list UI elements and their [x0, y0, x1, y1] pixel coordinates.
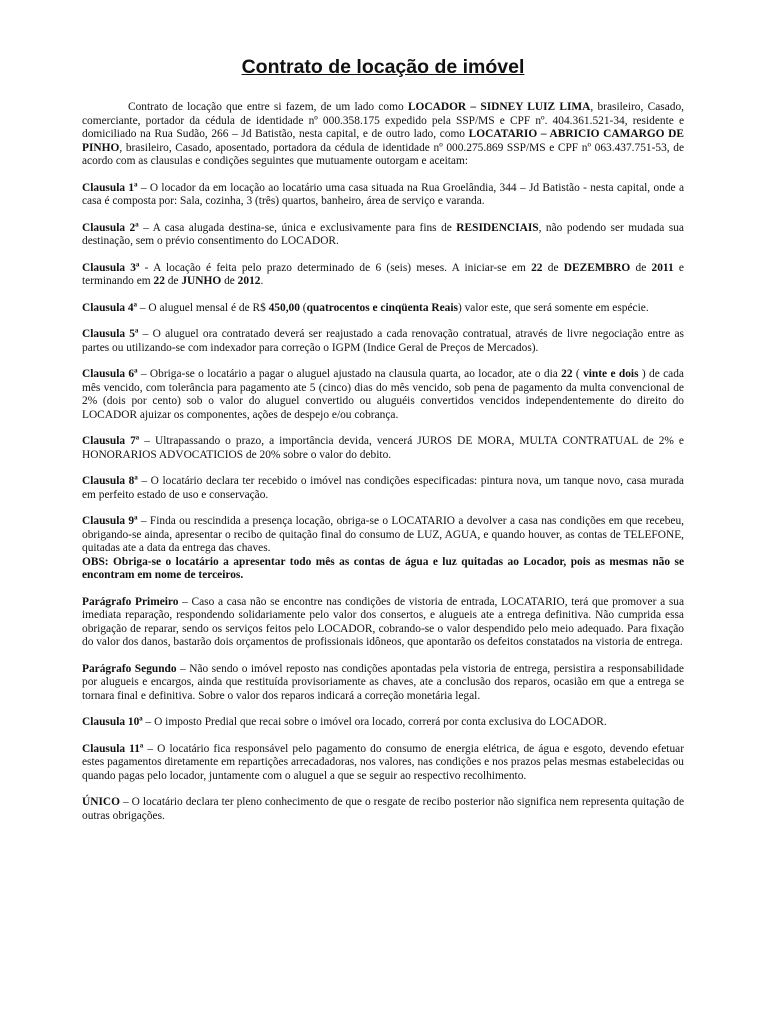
bold-text: LOCADOR – SIDNEY LUIZ LIMA	[407, 101, 591, 113]
paragraph-paragrafo-primeiro	[82, 596, 684, 650]
bold-text: vinte e dois	[583, 368, 639, 380]
text-run: - A locação é feita pelo prazo determinado de 6 (seis) meses. A iniciar-se em	[139, 261, 532, 274]
paragraph-clausula-7	[82, 435, 684, 462]
paragraph-clausula-9	[82, 515, 684, 556]
text-run: – Finda ou rescindida a presença locação, obriga-se o LOCATARIO a devolver a casa nas condições em que recebeu, obrigando-se ainda, apresentar o recibo de quitação final do consumo de LUZ, AGUA, e quando houver, as contas de TELEFONE, quitadas ate a data da entrega das chaves.	[82, 515, 684, 554]
text-run: – A casa alugada destina-se, única e exclusivamente para fins de	[138, 221, 457, 234]
text-run: , brasileiro, Casado, aposentado, portadora da cédula de identidade nº 000.275.869 SSP/MS e CPF nº 063.437.751-53, de acordo com as clausulas e condições seguintes que mutuamente outorgam e aceitam:	[82, 141, 684, 167]
text-run: , brasileiro, Casado, comerciante, portador da cédula de identidade nº 000.358.175 expedido pela SSP/MS e CPF nº. 404.361.521-34, residente e domiciliado na Rua Sudão, 266 – Jd Batistão, nesta capital, e de outro lado, como	[82, 101, 684, 140]
paragraph-clausula-3	[82, 262, 684, 289]
bold-text: Clausula 10ª	[82, 716, 143, 728]
paragraph-intro	[82, 101, 684, 169]
bold-text: OBS: Obriga-se o locatário a apresentar todo mês as contas de água e luz quitadas ao Locador, pois as mesmas não se encontram em nome de terceiros.	[82, 555, 684, 581]
bold-text: Clausula 7ª	[82, 435, 140, 447]
bold-text: 22	[561, 368, 573, 380]
text-run: – Não sendo o imóvel reposto nas condições apontadas pela vistoria de entrega, persistira a responsabilidade por alugueis e encargos, ainda que restituída provisoriamente as chaves, ate a conclusão dos reparos, ocasião em que a entrega se tornara final e definitiva. Sobre o valor dos reparos indicará a correção monetária legal.	[82, 662, 684, 702]
bold-text: quatrocentos e cinqüenta Reais	[306, 301, 458, 314]
bold-text: 2012	[237, 275, 261, 287]
bold-text: Clausula 6ª	[82, 368, 138, 380]
bold-text: 22	[153, 275, 165, 287]
bold-text: RESIDENCIAIS	[456, 221, 539, 234]
bold-text: Parágrafo Primeiro	[82, 595, 179, 608]
paragraph-clausula-8	[82, 475, 684, 502]
text-run: (	[572, 368, 584, 380]
document-title: Contrato de locação de imóvel	[241, 56, 525, 78]
bold-text: JUNHO	[181, 275, 222, 287]
text-run: – O aluguel mensal é de R$	[137, 301, 269, 314]
paragraph-clausula-4	[82, 302, 684, 316]
paragraph-paragrafo-segundo	[82, 663, 684, 704]
text-run: – O locatário declara ter recebido o imóvel nas condições especificadas: pintura nova, um tanque novo, casa murada em perfeito estado de uso e conservação.	[82, 475, 684, 501]
text-run: – Ultrapassando o prazo, a importância devida, vencerá JUROS DE MORA, MULTA CONTRATUAL de 2% e HONORARIOS ADVOCATICIOS de 20% sobre o valor do debito.	[82, 435, 684, 461]
text-run: – O imposto Predial que recai sobre o imóvel ora locado, correrá por conta exclusiva do LOCADOR.	[142, 716, 607, 728]
bold-text: ÚNICO	[82, 796, 120, 808]
bold-text: Parágrafo Segundo	[82, 662, 177, 675]
text-run: de	[630, 261, 652, 274]
bold-text: Clausula 2ª	[82, 221, 139, 234]
text-run: e terminando em	[82, 261, 684, 287]
paragraph-clausula-6	[82, 368, 684, 422]
text-run: – O locatário declara ter pleno conhecimento de que o resgate de recibo posterior não significa nem representa quitação de outras obrigações.	[82, 796, 684, 822]
bold-text: Clausula 4ª	[82, 301, 138, 314]
text-run: ) valor este, que será somente em espécie.	[457, 301, 649, 314]
text-run: – O locador da em locação ao locatário uma casa situada na Rua Groelândia, 344 – Jd Batistão - nesta capital, onde a casa é composta por: Sala, cozinha, 3 (três) quartos, banheiro, área de serviço e varanda.	[82, 181, 684, 207]
bold-text: 450,00	[268, 301, 300, 314]
paragraph-clausula-10	[82, 716, 684, 730]
text-run: , não podendo ser mudada sua destinação, sem o prévio consentimento do LOCADOR.	[82, 221, 684, 247]
contract-body	[82, 101, 684, 823]
text-run: – Obriga-se o locatário a pagar o aluguel ajustado na clausula quarta, ao locador, ate o dia	[137, 368, 562, 380]
bold-text: Clausula 9ª	[82, 515, 138, 527]
paragraph-clausula-11	[82, 743, 684, 784]
paragraph-obs	[82, 556, 684, 583]
bold-text: DEZEMBRO	[563, 261, 631, 274]
text-run: – Caso a casa não se encontre nas condições de vistoria de entrada, LOCATARIO, terá que promover a sua imediata reparação, respondendo solidariamente pelo valor dos consertos, e alugueis ate a entrega definitiva. Não cumprida essa obrigação de reparar, sendo os serviços feitos pelo LOCADOR, cobrando-se o valor despendido pelo meio adequado. Para fixação do valor dos danos, bastarão dois orçamentos de profissionais idôneos, que apontarão os defeitos constatados na vistoria de entrega.	[82, 595, 684, 648]
text-run: de	[164, 275, 182, 287]
bold-text: Clausula 8ª	[82, 475, 138, 487]
bold-text: Clausula 5ª	[82, 328, 139, 340]
bold-text: Clausula 1ª	[82, 181, 138, 194]
paragraph-clausula-1	[82, 182, 684, 209]
text-run: – O aluguel ora contratado deverá ser reajustado a cada renovação contratual, através de livre negociação entre as partes ou utilizando-se com indexador para correção o IGPM (Indice Geral de Preços de Mercados).	[82, 328, 684, 354]
bold-text: Clausula 11ª	[82, 742, 144, 755]
text-run: de	[542, 261, 564, 274]
paragraph-clausula-2	[82, 222, 684, 249]
text-run: .	[260, 275, 264, 287]
text-run: de	[221, 275, 238, 287]
paragraph-clausula-5	[82, 328, 684, 355]
text-run: – O locatário fica responsável pelo pagamento do consumo de energia elétrica, de água e esgoto, devendo efetuar estes pagamentos diretamente em repartições arrecadadoras, nos valores, nas condições e nos prazos pelas mesmas estabelecidas ou quando pagas pelo locador, juntamente com o aluguel a que se seguir ao respectivo recolhimento.	[82, 742, 684, 782]
text-run: ) de cada mês vencido, com tolerância para pagamento ate 5 (cinco) dias do mês vencido, sob pena de pagamento da multa convencional de 2% (dois por cento) sob o valor do aluguel convertido ou aluguéis convertidos vencidos independentemente do direito do LOCADOR ajuizar os componentes, ações de despejo e/ou cobrança.	[82, 368, 684, 421]
paragraph-unico	[82, 796, 684, 823]
text-run: Contrato de locação que entre si fazem, de um lado como	[128, 101, 408, 113]
text-run: (	[299, 301, 307, 314]
bold-text: 2011	[651, 261, 674, 274]
bold-text: Clausula 3ª	[82, 261, 140, 274]
bold-text: 22	[531, 261, 543, 274]
bold-text: LOCATARIO – ABRICIO CAMARGO DE PINHO	[82, 128, 684, 154]
